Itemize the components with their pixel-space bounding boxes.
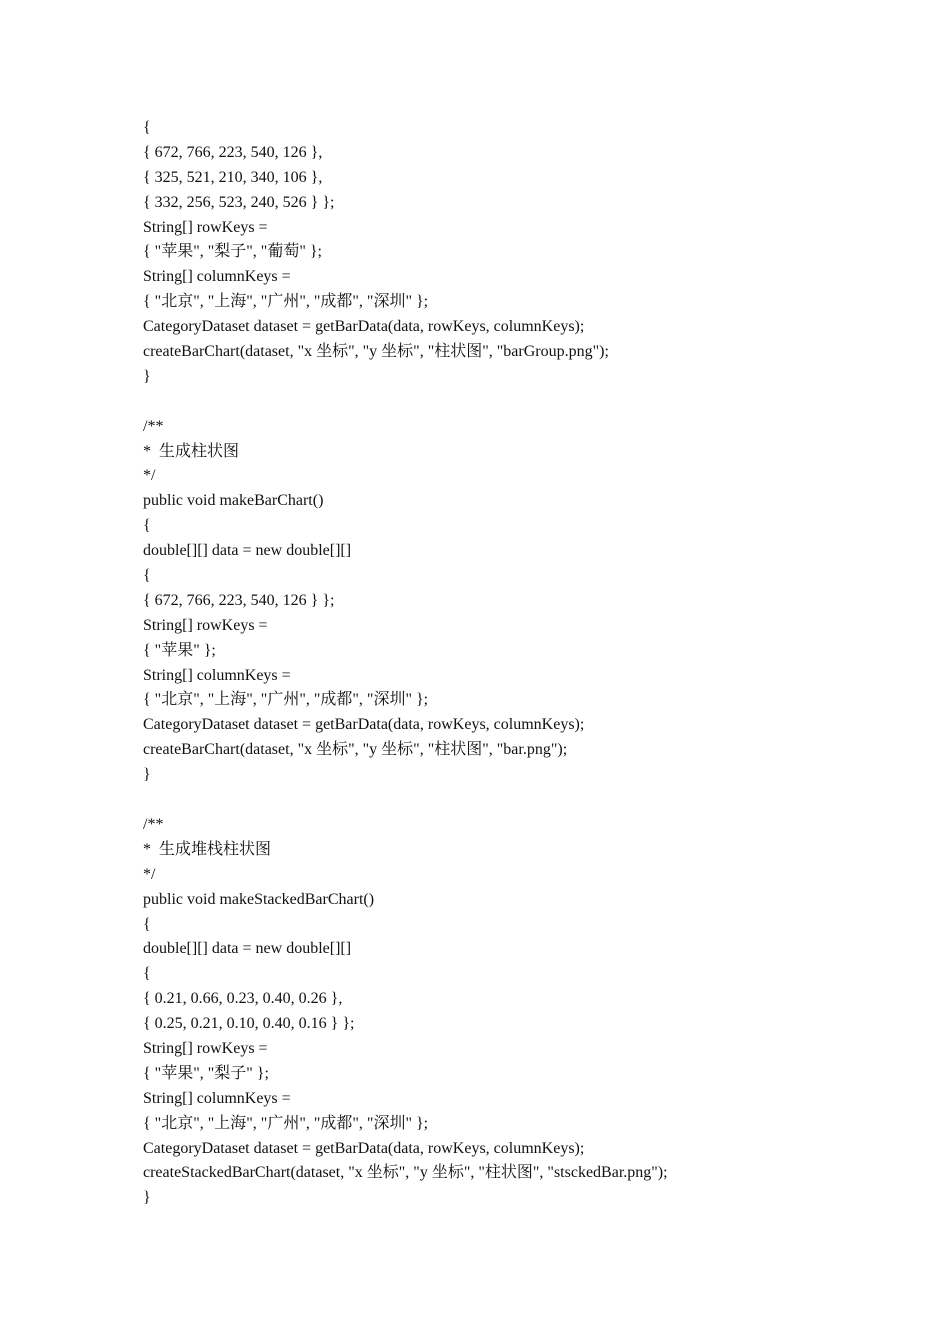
code-line: { "苹果", "梨子", "葡萄" }; <box>143 243 322 261</box>
code-line: } <box>143 367 151 385</box>
comment-line: */ <box>143 865 156 883</box>
code-line: { "苹果", "梨子" }; <box>143 1064 269 1082</box>
code-line: { "苹果" }; <box>143 641 216 659</box>
code-line: String[] columnKeys = <box>143 268 291 286</box>
comment-line: /** <box>143 417 164 435</box>
code-line: String[] rowKeys = <box>143 616 268 634</box>
code-line: { <box>143 119 151 136</box>
code-line: } <box>143 1189 151 1207</box>
comment-line: */ <box>143 467 156 485</box>
code-line: String[] rowKeys = <box>143 1039 268 1057</box>
code-line: double[][] data = new double[][] <box>143 542 352 560</box>
code-line: { <box>143 567 151 585</box>
code-line: String[] columnKeys = <box>143 666 291 684</box>
code-line: createBarChart(dataset, "x 坐标", "y 坐标", "柱状图", "barGroup.png"); <box>143 343 609 361</box>
code-line: { "北京", "上海", "广州", "成都", "深圳" }; <box>143 1114 429 1132</box>
code-line: { 672, 766, 223, 540, 126 }, <box>143 143 323 161</box>
method-signature: public void makeStackedBarChart() <box>143 890 375 908</box>
blank-line <box>143 788 903 813</box>
code-line: { "北京", "上海", "广州", "成都", "深圳" }; <box>143 293 429 311</box>
code-line: { 672, 766, 223, 540, 126 } }; <box>143 591 335 609</box>
code-line: String[] rowKeys = <box>143 218 268 236</box>
code-listing <box>143 116 903 1211</box>
method-signature: public void makeBarChart() <box>143 492 324 510</box>
code-line: { <box>143 517 151 535</box>
code-line: { 0.25, 0.21, 0.10, 0.40, 0.16 } }; <box>143 1015 355 1033</box>
code-line: } <box>143 766 151 784</box>
code-line: { <box>143 915 151 933</box>
comment-line: /** <box>143 815 164 833</box>
comment-line: * 生成堆栈柱状图 <box>143 840 272 858</box>
code-line: createBarChart(dataset, "x 坐标", "y 坐标", "柱状图", "bar.png"); <box>143 741 568 759</box>
code-line: CategoryDataset dataset = getBarData(data, rowKeys, columnKeys); <box>143 318 585 336</box>
blank-line <box>143 390 903 415</box>
comment-line: * 生成柱状图 <box>143 442 240 460</box>
code-line: String[] columnKeys = <box>143 1089 291 1107</box>
code-line: double[][] data = new double[][] <box>143 940 352 958</box>
code-line: createStackedBarChart(dataset, "x 坐标", "y 坐标", "柱状图", "stsckedBar.png"); <box>143 1164 668 1182</box>
code-line: { "北京", "上海", "广州", "成都", "深圳" }; <box>143 691 429 709</box>
code-line: CategoryDataset dataset = getBarData(data, rowKeys, columnKeys); <box>143 716 585 734</box>
code-line: { 325, 521, 210, 340, 106 }, <box>143 168 323 186</box>
code-line: CategoryDataset dataset = getBarData(data, rowKeys, columnKeys); <box>143 1139 585 1157</box>
code-line: { 0.21, 0.66, 0.23, 0.40, 0.26 }, <box>143 990 343 1008</box>
code-line: { 332, 256, 523, 240, 526 } }; <box>143 193 335 211</box>
code-line: { <box>143 965 151 983</box>
